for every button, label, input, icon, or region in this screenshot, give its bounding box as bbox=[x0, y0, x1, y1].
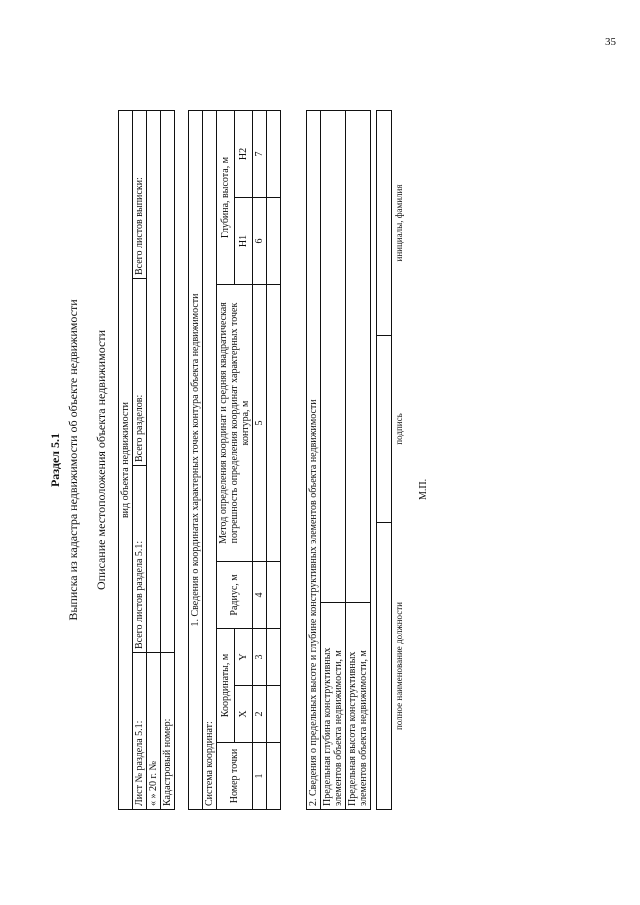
date-line-cell: « » 20 г. № bbox=[147, 653, 161, 810]
depth-value bbox=[321, 111, 346, 603]
empty-cell bbox=[267, 686, 281, 743]
initials-field bbox=[377, 111, 392, 336]
col-num-2: 2 bbox=[253, 686, 267, 743]
col-radius-header: Радиус, м bbox=[217, 562, 253, 629]
sign-field bbox=[377, 336, 392, 523]
header-table bbox=[118, 110, 175, 810]
col-h2-header: H2 bbox=[235, 111, 253, 198]
height-value bbox=[346, 111, 371, 603]
coords-title: 1. Сведения о координатах характерных точек контура объекта недвижимости bbox=[189, 111, 203, 810]
position-field bbox=[377, 523, 392, 810]
col-num-6: 6 bbox=[253, 198, 267, 285]
empty-cell bbox=[267, 629, 281, 686]
empty-cell bbox=[267, 111, 281, 198]
col-num-5: 5 bbox=[253, 285, 267, 562]
position-caption: полное наименование должности bbox=[392, 523, 407, 810]
signature-table bbox=[376, 110, 406, 810]
heights-title: 2. Сведения о предельных высоте и глубине конструктивных элементов объекта недвижимости bbox=[307, 111, 321, 810]
heights-table bbox=[306, 110, 371, 810]
col-y-header: Y bbox=[235, 629, 253, 686]
rotated-form-sheet bbox=[48, 110, 438, 810]
total-sheets-extract-cell: Всего листов выписки: bbox=[133, 111, 147, 279]
col-h1-header: H1 bbox=[235, 198, 253, 285]
section-title: Раздел 5.1 bbox=[48, 432, 62, 488]
depth-label: Предельная глубина конструктивных элементов объекта недвижимости, м bbox=[321, 603, 346, 810]
section-subtitle: Выписка из кадастра недвижимости об объекте недвижимости bbox=[66, 299, 80, 621]
sign-caption: подпись bbox=[392, 336, 407, 523]
coords-system: Система координат: bbox=[203, 111, 217, 810]
cadastral-number-value bbox=[161, 111, 175, 653]
empty-cell bbox=[267, 562, 281, 629]
date-line-empty bbox=[147, 111, 161, 653]
sheet-no-cell: Лист № раздела 5.1: bbox=[133, 653, 147, 810]
section-description: Описание местоположения объекта недвижимости bbox=[94, 330, 108, 590]
object-kind-cell: вид объекта недвижимости bbox=[119, 111, 133, 810]
col-coords-header: Координаты, м bbox=[217, 629, 235, 743]
coordinates-table bbox=[188, 110, 281, 810]
col-num-7: 7 bbox=[253, 111, 267, 198]
col-x-header: X bbox=[235, 686, 253, 743]
total-sections-cell: Всего разделов: bbox=[133, 279, 147, 466]
total-sheets-section-cell: Всего листов раздела 5.1: bbox=[133, 466, 147, 653]
stamp-label: М.П. bbox=[418, 478, 429, 500]
col-point-header: Номер точки bbox=[217, 743, 253, 810]
col-depth-header: Глубина, высота, м bbox=[217, 111, 235, 285]
col-num-4: 4 bbox=[253, 562, 267, 629]
col-num-3: 3 bbox=[253, 629, 267, 686]
empty-cell bbox=[267, 743, 281, 810]
cadastral-number-cell: Кадастровый номер: bbox=[161, 653, 175, 810]
height-label: Предельная высота конструктивных элементов объекта недвижимости, м bbox=[346, 603, 371, 810]
empty-cell bbox=[267, 198, 281, 285]
col-method-header: Метод определения координат и средняя квадратическая погрешность определения координат характерных точек контура, м bbox=[217, 285, 253, 562]
col-num-1: 1 bbox=[253, 743, 267, 810]
empty-cell bbox=[267, 285, 281, 562]
initials-caption: инициалы, фамилия bbox=[392, 111, 407, 336]
page-number: 35 bbox=[605, 36, 616, 48]
